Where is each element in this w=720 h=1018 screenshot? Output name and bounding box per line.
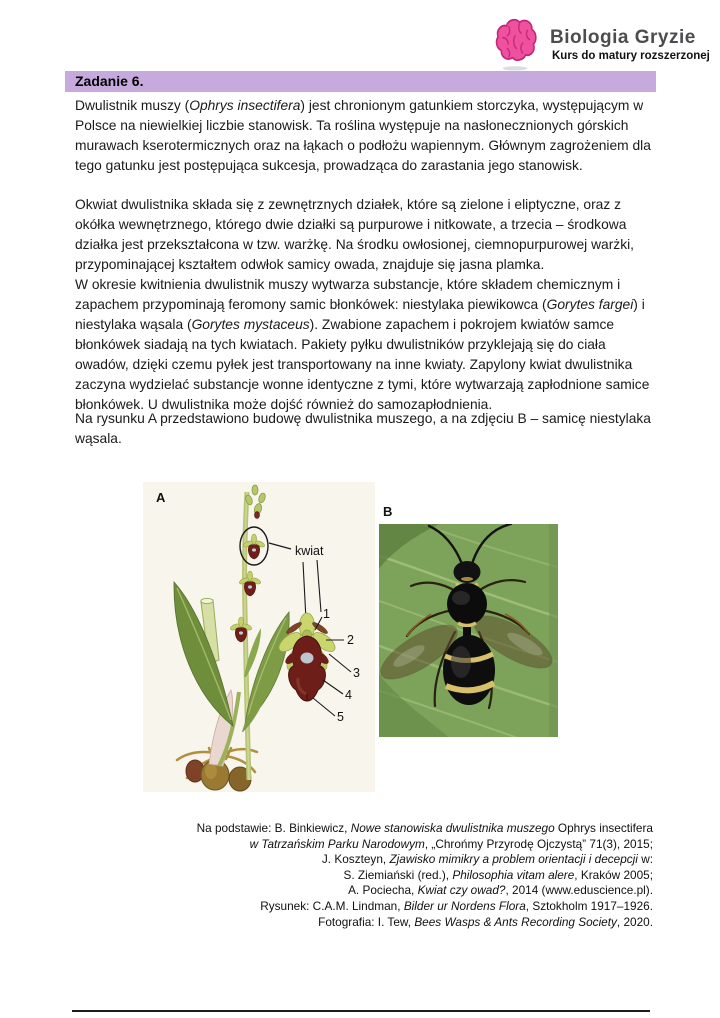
paragraph-pollination: W okresie kwitnienia dwulistnik muszy wytwarza substancje, które składem chemicznym i zapachem przypominają feromony samic błonkówek: niestylaka piewikowca (Gorytes fargei) i niestylaka wąsala (Gorytes mystaceus). Zwabione zapachem i pokrojem kwiatów samce błonkówek siadają na tych kwiatach. Pakiety pyłku dwulistników przyklejają się do ciała owadów, dzięki czemu pyłek jest transportowany na inne kwiaty. Zapylony kwiat dwulistnika zaczyna wydzielać substancje wonne identyczne z tymi, które wytwarzają zapłodnione samice błonkówek. U dwulistnika może dojść również do samozapłodnienia. [75,277,650,412]
sources-block [140,821,653,930]
figure-a-orchid-illustration [143,482,375,792]
wasp-photo [378,498,560,740]
paragraph-intro: Dwulistnik muszy (Ophrys insectifera) jest chronionym gatunkiem storczyka, występującym w Polsce na niewielkiej liczbie stanowisk. Ta roślina występuje na nasłonecznionych górskich murawach kserotermicznych oraz na łąkach o podłożu wapiennym. Głównym zagrożeniem dla tego gatunku jest postępująca sukcesja, prowadząca do zarastania jego stanowisk. [75,98,651,173]
brain-icon [492,16,538,72]
source-line: w Tatrzańskim Parku Narodowym, „Chrońmy Przyrodę Ojczystą” 71(3), 2015; [249,836,653,851]
source-line: Rysunek: C.A.M. Lindman, Bilder ur Nordens Flora, Sztokholm 1917–1926. [260,898,653,913]
task-title: Zadanie 6. [75,73,144,89]
paragraph-perianth: Okwiat dwulistnika składa się z zewnętrznych działek, które są zielone i eliptyczne, oraz z okółka wewnętrznego, którego dwie działki są purpurowe i nitkowate, a trzecia – środkowa działka jest przekształcona w tzw. warżkę. Na środku owłosionej, ciemnopurpurowej warżki, przypominającej kształtem odwłok samicy owada, znajduje się jasna plamka. [75,197,635,272]
source-line: A. Pociecha, Kwiat czy owad?, 2014 (www.eduscience.pl). [348,883,653,898]
part-number-3: 3 [353,666,360,680]
fly-orchid-illustration [143,482,375,792]
part-number-5: 5 [337,710,344,724]
source-line: Fotografia: I. Tew, Bees Wasps & Ants Recording Society, 2020. [318,914,653,929]
kwiat-label: kwiat [295,544,324,558]
figure-a-label: A [156,490,166,505]
part-number-1: 1 [323,607,330,621]
source-line: J. Koszteyn, Zjawisko mimikry a problem orientacji i decepcji w: [321,852,653,867]
task-title-bar [65,71,656,92]
brand-name: Biologia Gryzie [550,27,696,48]
source-line: Na podstawie: B. Binkiewicz, Nowe stanowiska dwulistnika muszego Ophrys insectifera [196,821,653,835]
wasp-thorax [447,583,487,625]
part-number-4: 4 [345,688,352,702]
source-line: S. Ziemiański (red.), Philosophia vitam alere, Kraków 2005; [343,867,653,882]
figure-b-label: B [383,504,393,519]
figure-b-wasp-photo [378,498,560,740]
paragraph-figures-note: Na rysunku A przedstawiono budowę dwulistnika muszego, a na zdjęciu B – samicę niestylaka wąsala. [75,411,651,446]
part-number-2: 2 [347,633,354,647]
brand-tagline: Kurs do matury rozszerzonej [552,50,710,62]
footer-rule [72,1010,650,1012]
